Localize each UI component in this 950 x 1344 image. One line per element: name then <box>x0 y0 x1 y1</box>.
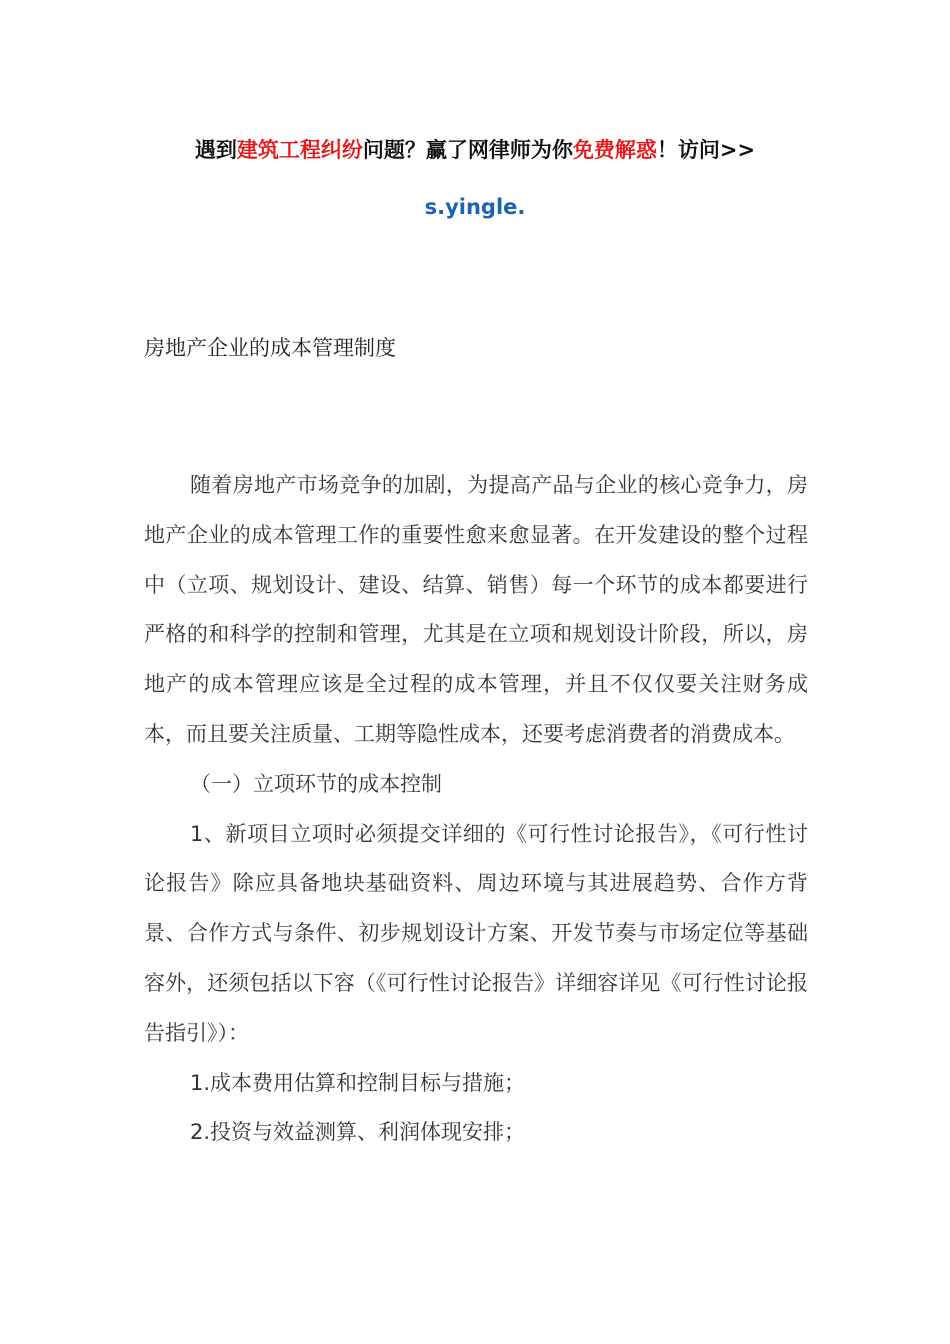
paragraph-item-1: 1、新项目立项时必须提交详细的《可行性讨论报告》，《可行性讨论报告》除应具备地块基础资料、周边环境与其进展趋势、合作方背景、合作方式与条件、初步规划设计方案、开发节奏与市场定位等基础容外，还须包括以下容（《可行性讨论报告》详细容详见《可行性讨论报告指引》）： <box>144 821 808 1045</box>
banner-text-3: ！访问>> <box>656 138 756 162</box>
list-item-2: 2.投资与效益测算、利润体现安排； <box>190 1120 526 1145</box>
document-body <box>144 461 808 1158</box>
banner-highlight-construction-dispute: 建筑工程纠纷 <box>236 138 363 162</box>
banner-highlight-free-answer: 免费解惑 <box>572 138 657 162</box>
section-heading-1: （一）立项环节的成本控制 <box>190 771 442 796</box>
promo-banner[interactable] <box>0 134 950 166</box>
banner-text-1: 遇到 <box>194 138 237 162</box>
list-item-1: 1.成本费用估算和控制目标与措施； <box>190 1070 526 1095</box>
document-title: 房地产企业的成本管理制度 <box>144 336 396 360</box>
banner-text-2: 问题？赢了网律师为你 <box>362 138 573 162</box>
site-link[interactable]: s.yingle. <box>424 195 526 219</box>
paragraph-intro: 随着房地产市场竞争的加剧，为提高产品与企业的核心竞争力，房地产企业的成本管理工作的重要性愈来愈显著。在开发建设的整个过程中（立项、规划设计、建设、结算、销售）每一个环节的成本都要进行严格的和科学的控制和管理，尤其是在立项和规划设计阶段，所以，房地产的成本管理应该是全过程的成本管理，并且不仅仅要关注财务成本，而且要关注质量、工期等隐性成本，还要考虑消费者的消费成本。 <box>144 473 808 746</box>
